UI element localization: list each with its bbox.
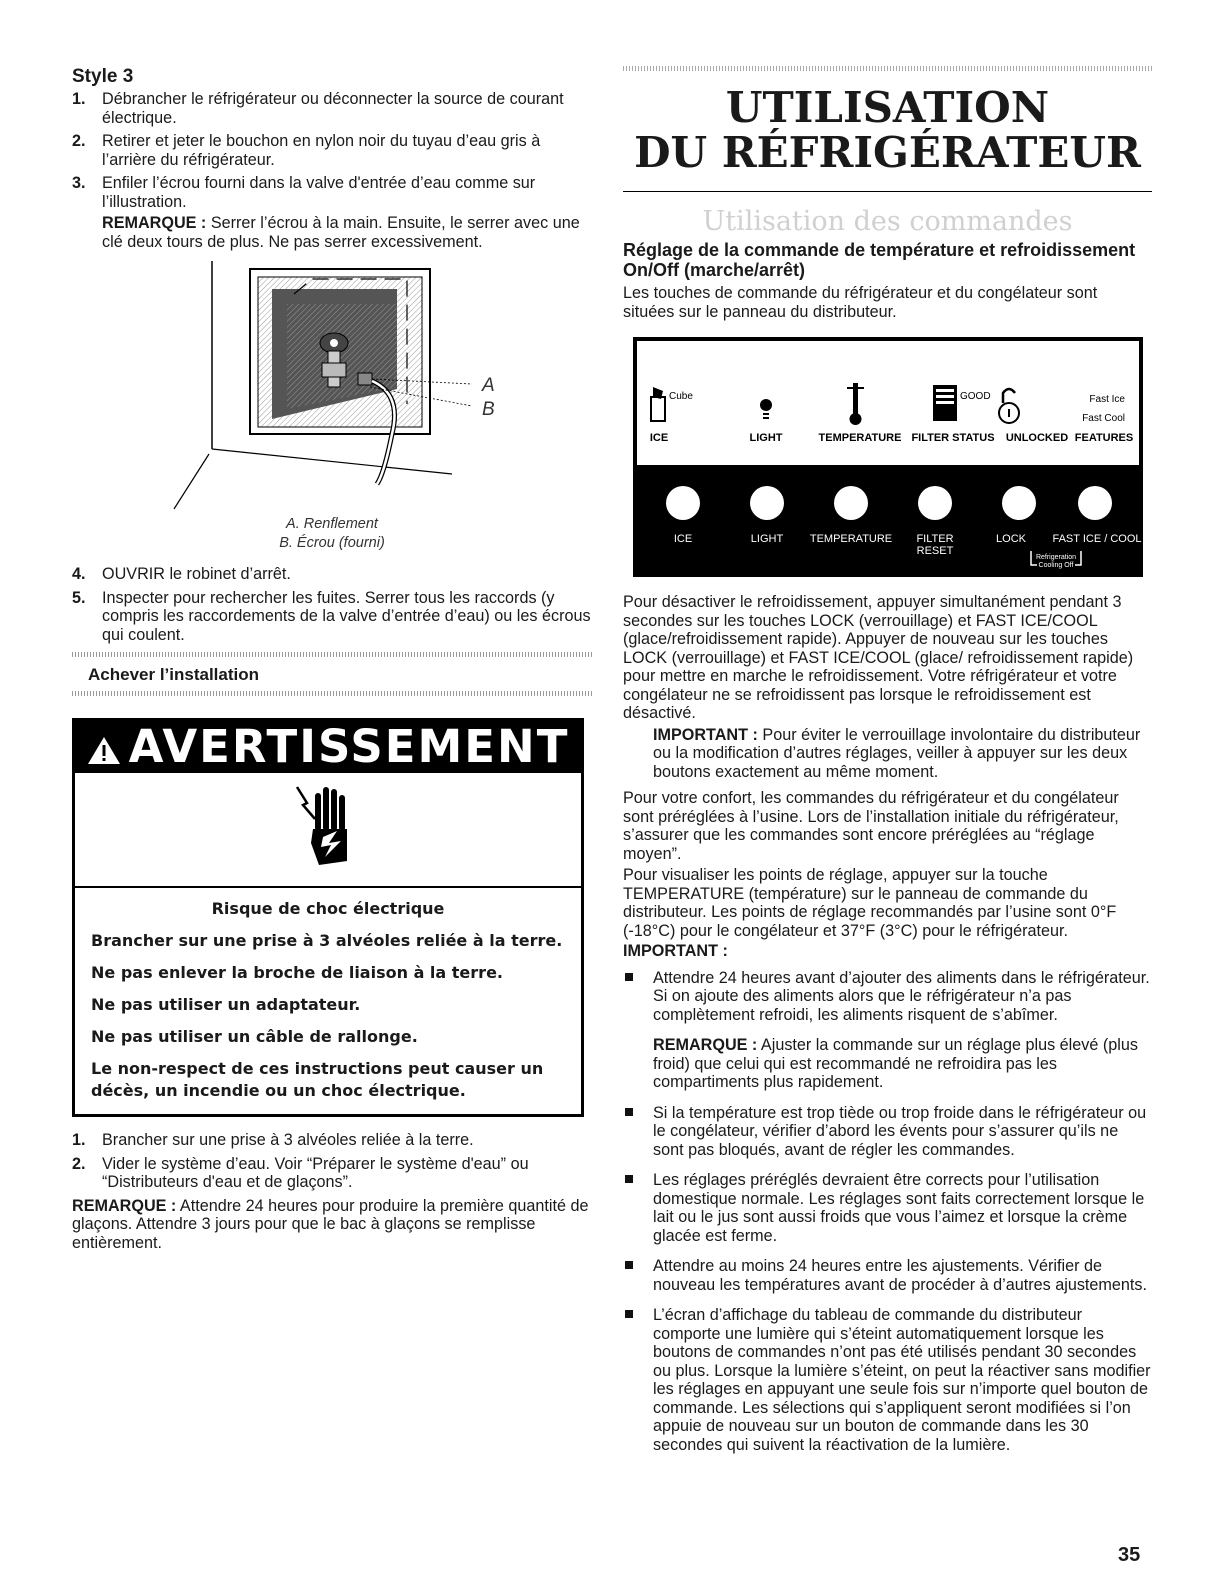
filter-status-icon [933, 385, 957, 421]
important-text: Pour éviter le verrouillage involontaire du distributeur ou la modification d’autres réglages, veiller à appuyer sur les deux boutons exactement au même moment. [653, 725, 1141, 781]
title-line: UTILISATION [725, 83, 1050, 132]
figure-caption-a: A. Renflement [286, 516, 378, 532]
warning-risk: Risque de choc électrique [211, 899, 445, 918]
panel-label-features: FEATURES [1074, 432, 1134, 444]
step-text: Débrancher le réfrigérateur ou déconnecter la source de courant électrique. [102, 90, 564, 127]
bullet-item [623, 1104, 1152, 1160]
bullet-text: Les réglages préréglés devraient être corrects pour l’utilisation domestique normale. Les réglages sont faits correctement lorsque le lait ou le jus sont aussi froids que vous l’aimez et lorsque la crème glacée est ferme. [653, 1171, 1145, 1245]
warning-triangle-icon [87, 724, 121, 776]
bullet-item [623, 969, 1152, 1092]
step-item [72, 1155, 592, 1192]
tighten-note [72, 214, 592, 251]
lock-button[interactable] [1002, 486, 1036, 520]
note-text: Serrer l’écrou à la main. Ensuite, le serrer avec une clé deux tours de plus. Ne pas serrer excessivement. [102, 214, 580, 251]
step-text: Enfiler l’écrou fourni dans la valve d'entrée d’eau comme sur l’illustration. [102, 174, 536, 211]
style-heading: Style 3 [72, 66, 134, 87]
warning-line: Brancher sur une prise à 3 alvéoles reliée à la terre. [91, 931, 563, 950]
right-column [623, 66, 1152, 1466]
bullet-text: L’écran d’affichage du tableau de commande du distributeur comporte une lumière qui s’éteint automatiquement lorsque les boutons de commandes n’ont pas été utilisés pendant 30 secondes ou plus. Lorsque la lumière s’éteint, on peut la réactiver sans modifier les réglages en appuyant une seule fois sur n’importe quel bouton de commande. Les sélections qui s’appliquent seront modifiées si l’on appuie de nouveau sur un bouton de commande dans les 30 secondes qui suivent la réactivation de la lumière. [653, 1306, 1151, 1454]
panel-label-light: LIGHT [749, 432, 783, 444]
note-text: Ajuster la commande sur un réglage plus élevé (plus froid) que celui qui est recommandé ne refroidira pas les compartiments plus rapidement. [653, 1036, 1138, 1091]
warning-box [72, 718, 584, 1117]
warning-header [75, 721, 581, 773]
step-text: Brancher sur une prise à 3 alvéoles reliée à la terre. [102, 1131, 474, 1149]
step-item [72, 174, 592, 211]
note-label: REMARQUE : [72, 1196, 177, 1215]
title-line: DU RÉFRIGÉRATEUR [634, 128, 1141, 177]
bullet-square-icon [625, 973, 633, 981]
step-text: Inspecter pour rechercher les fuites. Serrer tous les raccords (y compris les raccordements de la valve d’entrée d’eau) ou les écrous qui coulent. [102, 588, 591, 644]
bullet-square-icon [625, 1108, 633, 1116]
section-heading: Achever l’installation [88, 665, 259, 684]
title-divider [623, 66, 1152, 71]
bullet-text: Attendre au moins 24 heures entre les ajustements. Vérifier de nouveau les températures avant de procéder à d’autres ajustements. [653, 1257, 1148, 1294]
step-text: OUVRIR le robinet d’arrêt. [102, 565, 291, 583]
warning-line: Ne pas utiliser un adaptateur. [91, 995, 361, 1014]
button-label-temperature: TEMPERATURE [809, 533, 893, 545]
step-item [72, 1131, 592, 1150]
panel-fast-cool-text: Fast Cool [1082, 413, 1125, 424]
control-panel-illustration [633, 337, 1143, 577]
button-label-light: LIGHT [750, 533, 784, 545]
valve-drawing [72, 259, 592, 559]
page-number: 35 [1118, 1544, 1141, 1566]
bullet-square-icon [625, 1175, 633, 1183]
bullet-text: Attendre 24 heures avant d’ajouter des aliments dans le réfrigérateur. Si on ajoute des aliments alors que le réfrigérateur n’a pas complètement refroidi, les aliments risquent de s’abîmer. [653, 968, 1150, 1024]
bullet-item [623, 1306, 1152, 1454]
setpoint-paragraph: Pour visualiser les points de réglage, appuyer sur la touche TEMPERATURE (température) sur le panneau de commande du distributeur. Les points de réglage recommandés par l’usine sont 0°F (-18°C) pour le congélateur et 37°F (3°C) pour le réfrigérateur. [623, 866, 1117, 940]
step-number: 2. [72, 1154, 86, 1173]
light-button[interactable] [750, 486, 784, 520]
step-number: 4. [72, 565, 86, 583]
button-label-lock: LOCK [996, 533, 1026, 545]
bullet-text: Si la température est trop tiède ou trop froide dans le réfrigérateur ou le congélateur, vérifier d’abord les évents pour s’assurer qu’ils ne sont pas bloqués, avant de régler les commandes. [653, 1103, 1147, 1159]
filter-reset-button[interactable] [918, 486, 952, 520]
step-number: 5. [72, 588, 86, 607]
faded-heading: Utilisation des commandes [702, 206, 1073, 237]
cooling-paragraph: Pour désactiver le refroidissement, appuyer simultanément pendant 3 secondes sur les touches LOCK (verrouillage) et FAST ICE/COOL (glace/refroidissement rapide). Appuyer de nouveau sur les touches LOCK (verrouillage) et FAST ICE/COOL (glace/ refroidissement rapide) pour mettre en marche le refroidissement. Votre réfrigérateur et votre congélateur ne se refroidissent pas lorsque le refroidissement est désactivé. [623, 593, 1134, 722]
label-b: B [482, 399, 495, 420]
note-label: REMARQUE : [653, 1036, 758, 1054]
panel-label-unlocked: UNLOCKED [1005, 432, 1069, 444]
step-item [72, 132, 592, 169]
comfort-paragraph: Pour votre confort, les commandes du réfrigérateur et du congélateur sont préréglées à l’usine. Lors de l’installation initiale du réfrigérateur, s’assurer que les commandes sont encore préréglées au “réglage moyen”. [623, 789, 1119, 863]
ice-button[interactable] [666, 486, 700, 520]
sub-heading: Réglage de la commande de température et refroidissement On/Off (marche/arrêt) [623, 240, 1136, 280]
steps-list-b [72, 565, 592, 644]
warning-line: Ne pas utiliser un câble de rallonge. [91, 1027, 418, 1046]
warning-line: Ne pas enlever la broche de liaison à la terre. [91, 963, 503, 982]
panel-label-ice: ICE [649, 432, 669, 444]
important-label: IMPORTANT : [653, 725, 758, 744]
page-title [623, 85, 1152, 175]
control-panel-drawing [633, 337, 1143, 577]
steps-list-c [72, 1131, 592, 1192]
button-label-filter: FILTER [916, 533, 954, 545]
warning-line: Le non-respect de ces instructions peut causer un décès, un incendie ou un choc électrique. [91, 1059, 544, 1100]
note-label: REMARQUE : [102, 214, 207, 232]
section-divider [72, 691, 592, 696]
step-item [72, 565, 592, 584]
button-label-ice: ICE [673, 533, 693, 545]
warning-body [75, 888, 581, 1114]
cooling-off-text: Cooling Off [1038, 562, 1074, 569]
step-text: Vider le système d’eau. Voir “Préparer le système d'eau” ou “Distributeurs d'eau et de glaçons”. [102, 1154, 529, 1191]
important-heading: IMPORTANT : [623, 942, 728, 960]
bullet-item [623, 1257, 1152, 1294]
temperature-button[interactable] [834, 486, 868, 520]
step-text: Retirer et jeter le bouchon en nylon noir du tuyau d’eau gris à l’arrière du réfrigérateur. [102, 132, 541, 169]
panel-label-temperature: TEMPERATURE [818, 432, 902, 444]
refrigeration-text: Refrigeration [1035, 554, 1077, 561]
important-note [623, 726, 1152, 782]
bullet-square-icon [625, 1261, 633, 1269]
step-item [72, 90, 592, 127]
final-note [72, 1197, 592, 1253]
bullet-square-icon [625, 1310, 633, 1318]
water-valve-illustration [72, 259, 592, 559]
button-label-reset: RESET [916, 545, 954, 557]
title-rule [623, 191, 1152, 192]
steps-list-a [72, 90, 592, 211]
panel-fast-ice-text: Fast Ice [1089, 394, 1125, 405]
label-a: A [482, 375, 495, 396]
panel-good-text: GOOD [960, 391, 991, 402]
fast-ice-cool-button[interactable] [1078, 486, 1112, 520]
step-number: 2. [72, 132, 86, 150]
step-number: 1. [72, 90, 86, 108]
warning-title: AVERTISSEMENT [128, 720, 570, 773]
left-column [72, 66, 592, 1252]
figure-caption-b: B. Écrou (fourni) [279, 535, 385, 551]
important-bullets [623, 969, 1152, 1455]
button-label-fast-ice-cool: FAST ICE / COOL [1052, 533, 1142, 545]
bullet-item [623, 1171, 1152, 1245]
panel-cube-text: Cube [669, 391, 693, 402]
shock-hazard-icon [75, 773, 581, 888]
bullet-note [653, 1036, 1152, 1092]
step-number: 1. [72, 1131, 86, 1149]
step-item [72, 589, 592, 645]
panel-label-filter-status: FILTER STATUS [911, 432, 995, 444]
note-text: Attendre 24 heures pour produire la première quantité de glaçons. Attendre 3 jours pour que le bac à glaçons se remplisse entièrement. [72, 1196, 589, 1252]
step-number: 3. [72, 174, 86, 192]
intro-paragraph: Les touches de commande du réfrigérateur et du congélateur sont situées sur le panneau du distributeur. [623, 284, 1098, 321]
